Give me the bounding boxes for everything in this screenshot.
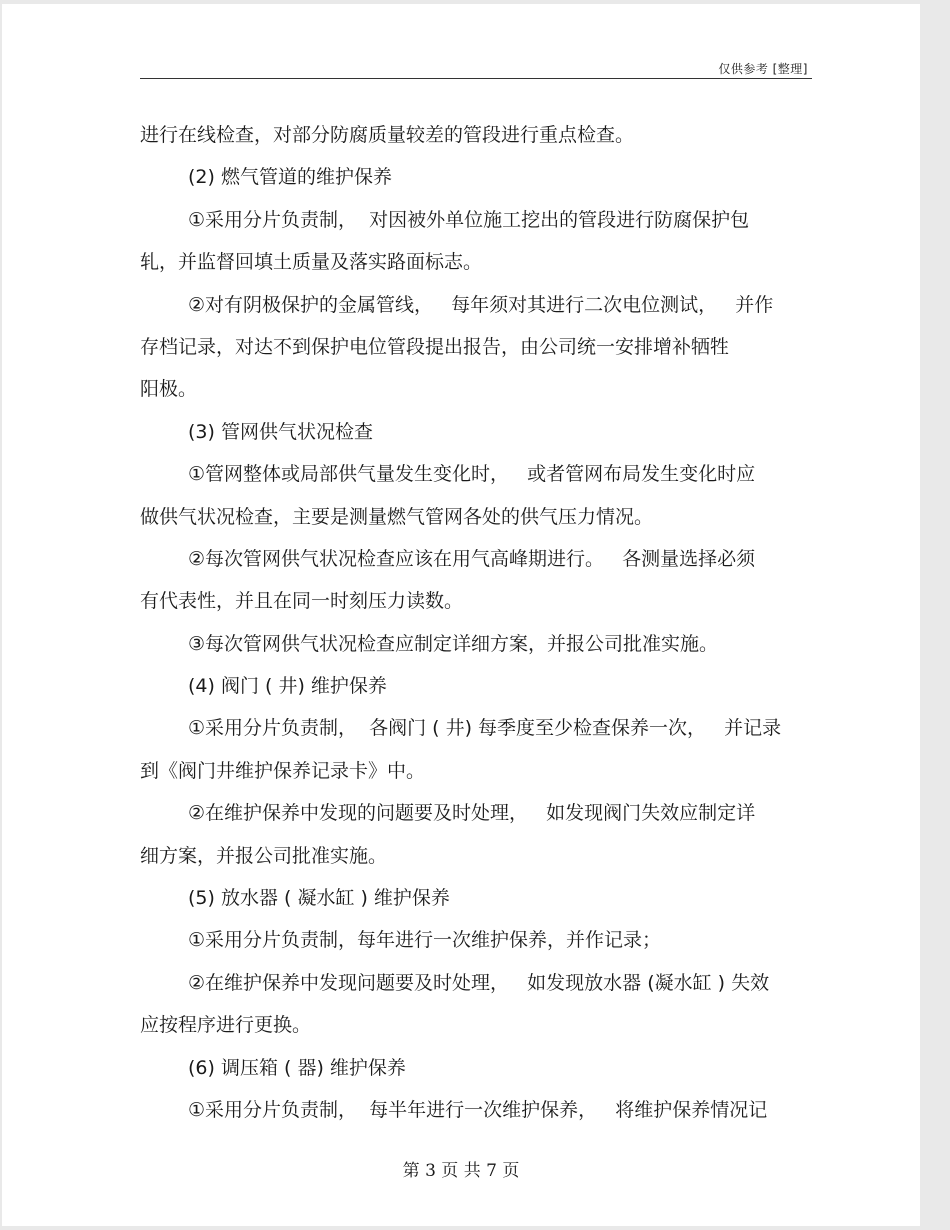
text-line: 轧，并监督回填土质量及落实路面标志。 — [140, 251, 483, 274]
text-line: 阳极。 — [140, 378, 198, 401]
text-line: ③每次管网供气状况检查应制定详细方案，并报公司批准实施。 — [188, 632, 719, 655]
text-line: ①采用分片负责制， 各阀门 ( 井) 每季度至少检查保养一次， 并记录 — [188, 717, 782, 740]
text-line: 应按程序进行更换。 — [140, 1014, 312, 1037]
text-line: (4) 阀门 ( 井) 维护保养 — [188, 675, 387, 698]
text-line: 存档记录，对达不到保护电位管段提出报告，由公司统一安排增补牺牲 — [140, 335, 730, 358]
header-note: 仅供参考 [整理] — [718, 62, 808, 76]
text-line: 细方案，并报公司批准实施。 — [140, 844, 388, 867]
text-line: 到《阀门井维护保养记录卡》中。 — [140, 759, 426, 782]
text-line: ①管网整体或局部供气量发生变化时， 或者管网布局发生变化时应 — [188, 463, 756, 486]
text-line: ①采用分片负责制， 每半年进行一次维护保养， 将维护保养情况记 — [188, 1098, 768, 1121]
text-line: ①采用分片负责制，每年进行一次维护保养，并作记录； — [188, 929, 662, 952]
document-page — [2, 4, 920, 1226]
text-line: (3) 管网供气状况检查 — [188, 420, 373, 443]
text-line: (5) 放水器 ( 凝水缸 ) 维护保养 — [188, 887, 450, 910]
text-line: ②对有阴极保护的金属管线， 每年须对其进行二次电位测试， 并作 — [188, 293, 774, 316]
text-line: ②每次管网供气状况检查应该在用气高峰期进行。 各测量选择必须 — [188, 547, 756, 570]
document-body — [140, 114, 812, 1131]
text-line: ②在维护保养中发现问题要及时处理， 如发现放水器 (凝水缸 ) 失效 — [188, 971, 770, 994]
text-line: (2) 燃气管道的维护保养 — [188, 166, 392, 189]
text-line: ①采用分片负责制， 对因被外单位施工挖出的管段进行防腐保护包 — [188, 208, 750, 231]
text-line: 进行在线检查，对部分防腐质量较差的管段进行重点检查。 — [140, 124, 635, 146]
header-divider — [140, 78, 812, 79]
text-line: (6) 调压箱 ( 器) 维护保养 — [188, 1056, 406, 1079]
text-line: 做供气状况检查，主要是测量燃气管网各处的供气压力情况。 — [140, 505, 654, 528]
text-line: ②在维护保养中发现的问题要及时处理， 如发现阀门失效应制定详 — [188, 802, 756, 825]
page-number-footer: 第 3 页 共 7 页 — [402, 1161, 520, 1181]
text-line: 有代表性，并且在同一时刻压力读数。 — [140, 590, 464, 613]
